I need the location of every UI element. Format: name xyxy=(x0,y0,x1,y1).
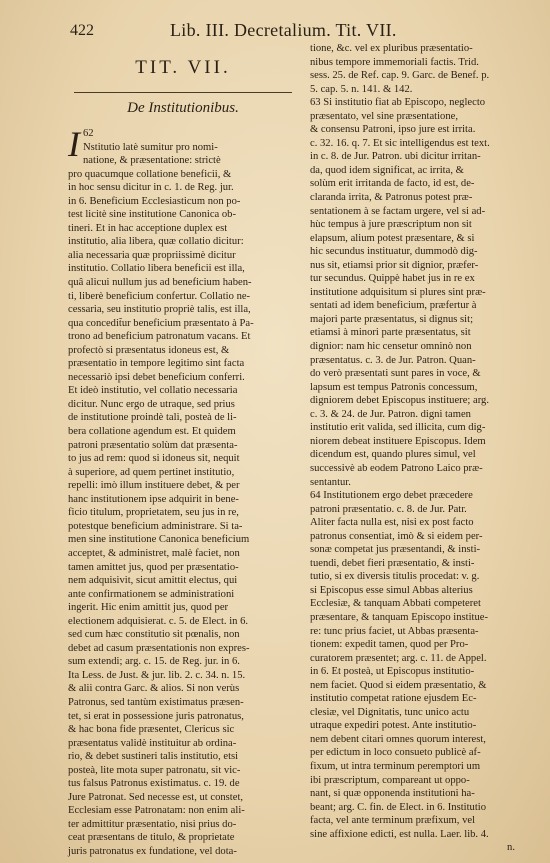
text-line: nus sit, etiamsi prior sit dignior, præfer- xyxy=(310,259,479,271)
text-line: sonæ competat jus præsentandi, & insti- xyxy=(310,544,481,556)
section-heading: De Institutionibus. xyxy=(127,100,239,116)
dropcap-letter: I xyxy=(68,124,80,164)
text-line: do verò præsentati sunt pares in voce, & xyxy=(310,368,481,380)
text-line: patroni præsentatio. c. 8. de Jur. Patr. xyxy=(310,503,467,515)
text-line: sess. 25. de Ref. cap. 9. Garc. de Benef. p. xyxy=(310,70,490,82)
left-text-block xyxy=(68,124,298,859)
text-line: & hac bona fide præsentet, Clericus sic xyxy=(68,724,235,736)
text-line: profectò si præsentatus idoneus est, & xyxy=(68,344,230,356)
section-number: 62 xyxy=(83,128,94,139)
text-line: Patronus, sed tantùm existimatus præsen- xyxy=(68,696,244,708)
text-line: tuendi, debet fieri præsentatio, & insti- xyxy=(310,557,475,569)
text-line: præsentatus. c. 3. de Jur. Patron. Quan- xyxy=(310,354,476,366)
text-line: sentationem à se factam urgere, vel si ad- xyxy=(310,205,486,217)
text-line: c. 3. & 24. de Jur. Patron. digni tamen xyxy=(310,408,471,420)
right-column xyxy=(310,42,515,855)
text-line: præsentatus validè instituitur ab ordina- xyxy=(68,737,237,749)
text-line: dicitur. Nunc ergo de utraque, sed prius xyxy=(68,398,235,410)
text-line: solùm erit irritanda de facto, id est, de- xyxy=(310,178,475,190)
text-line: nem faciet. Quod si eidem præsentatio, & xyxy=(310,679,487,691)
text-line: posteà, lite mota super patronatu, sit vic- xyxy=(68,764,241,776)
text-line: tet, si erat in possessione juris patronatus, xyxy=(68,710,244,722)
text-line: dicendum est, quando plures simul, vel xyxy=(310,449,476,461)
text-line: natione, & præsentatione: strictè xyxy=(83,155,221,167)
catchword: n. xyxy=(507,842,515,854)
text-line: re: tunc prius faciet, ut Abbas præsenta- xyxy=(310,625,479,637)
text-line: ingerit. Hic enim amittit jus, quod per xyxy=(68,602,229,614)
text-line: elapsum, alium potest præsentare, & si xyxy=(310,232,475,244)
text-line: digniorem debet Episcopus instituere; arg. xyxy=(310,395,489,407)
text-line: electionem adquisierat. c. 5. de Elect. in 6. xyxy=(68,615,249,627)
text-line: utraque expediri potest. Ante institutio- xyxy=(310,720,477,732)
left-lines xyxy=(68,141,298,859)
text-line: Nstitutio latè sumitur pro nomi- xyxy=(83,141,218,153)
text-line: niorem debeat instituere Episcopus. Idem xyxy=(310,435,486,447)
text-line: tionem: expedit tamen, quod per Pro- xyxy=(310,639,469,651)
text-line: per edictum in loco consueto publicè af- xyxy=(310,747,481,759)
page-number: 422 xyxy=(70,22,94,39)
text-line: & alii contra Garc. & alios. Si non verùs xyxy=(68,683,240,695)
text-line: 63 Si institutio fiat ab Episcopo, neglecto xyxy=(310,97,486,109)
text-line: Et ideò institutio, vel collatio necessaria xyxy=(68,385,238,397)
text-line: nem adquisivit, sicut amittit electus, qui xyxy=(68,575,238,587)
text-line: in hoc sensu dicitur in c. 1. de Reg. jur. xyxy=(68,182,234,194)
text-line: successivè ab eodem Patrono Laico præ- xyxy=(310,462,483,474)
text-line: lapsum est tempus Patronis concessum, xyxy=(310,381,478,393)
text-line: quâ alicui nullum jus ad beneficium haben- xyxy=(68,277,252,289)
text-line: ceat præsentans de titulo, & proprietate xyxy=(68,832,235,844)
text-line: acceptet, & administret, malè faciet, non xyxy=(68,547,240,559)
text-line: hùc tempus à jure præscriptum non sit xyxy=(310,219,472,231)
text-line: tur secundus. Quippè habet jus in re ex xyxy=(310,273,475,285)
text-line: trono ad beneficium patronatum vacans. Et xyxy=(68,331,251,343)
text-line: tamen amittet jus, quod per præsentatio- xyxy=(68,561,239,573)
text-line: ibi præscriptum, compareant ut oppo- xyxy=(310,774,470,786)
text-line: etiamsi à minori parte præsentatus, sit xyxy=(310,327,471,339)
text-line: in c. 8. de Jur. Patron. ubi dicitur irritan- xyxy=(310,151,481,163)
text-line: institutio erit valida, sed illicita, cum dig- xyxy=(310,422,486,434)
text-line: sine affixione edicti, est nulla. Laer. lib. 4. xyxy=(310,828,489,840)
text-line: patronus consentiat, imò & si eidem per- xyxy=(310,530,483,542)
text-line: sentati ad idem beneficium, præfertur à xyxy=(310,300,477,312)
text-line: nem debent citari omnes quorum interest, xyxy=(310,733,486,745)
text-line: claranda irrita, & Patronus potest præ- xyxy=(310,192,473,204)
text-line: fixum, ut intra terminum peremptori um xyxy=(310,760,481,772)
text-line: cessaria, seu institutio propriè talis, est illa, xyxy=(68,304,251,316)
text-line: tus falsus Patronus existimatus. c. 19. de xyxy=(68,778,240,790)
text-line: Aliter facta nulla est, nisi ex post facto xyxy=(310,517,474,529)
right-lines xyxy=(310,42,515,841)
text-line: ti, liberè beneficium confertur. Collatio ne- xyxy=(68,290,251,302)
text-line: hanc institutionem ipse adquirit in bene- xyxy=(68,493,239,505)
text-line: necessariò ipsi debet beneficium conferri. xyxy=(68,371,245,383)
text-line: facta, vel ante terminum præfixum, vel xyxy=(310,815,476,827)
text-line: men sine institutione Canonica beneficium xyxy=(68,534,250,546)
title-rule xyxy=(74,92,292,93)
text-line: sed cum hæc constitutio sit pœnalis, non xyxy=(68,629,240,641)
text-line: repelli: imò illum instituere debet, & per xyxy=(68,480,240,492)
text-line: debet ad casum præsentationis non expres- xyxy=(68,642,250,654)
text-line: patroni præsentatio solùm dat præsenta- xyxy=(68,439,238,451)
text-line: potestque beneficium administrare. Si ta- xyxy=(68,520,243,532)
text-line: test licitè sine institutione Canonica ob- xyxy=(68,209,236,221)
text-line: nant, si quæ opponenda institutioni ha- xyxy=(310,788,475,800)
text-line: præsentato, vel sine præsentatione, xyxy=(310,110,458,122)
text-line: in 6. Et posteà, ut Episcopus institutio- xyxy=(310,666,475,678)
text-line: institutio competat ratione ejusdem Ec- xyxy=(310,693,477,705)
text-line: præsentatio in tempore legitimo sint facta xyxy=(68,358,245,370)
text-line: 64 Institutionem ergo debet præcedere xyxy=(310,490,473,502)
text-line: majori parte præsentatus, si dignus sit; xyxy=(310,313,474,325)
text-line: tineri. Et in hac acceptione duplex est xyxy=(68,222,228,234)
text-line: beant; arg. C. fin. de Elect. in 6. Institutio xyxy=(310,801,487,813)
text-line: Jure Patronat. Sed necesse est, ut constet, xyxy=(68,791,244,803)
text-line: c. 32. 16. q. 7. Et sic intelligendus est text. xyxy=(310,137,490,149)
text-line: institutio, alia libera, quæ collatio dicitur: xyxy=(68,236,244,248)
text-line: ficio titulum, proprietatem, seu jus in re, xyxy=(68,507,239,519)
text-line: in 6. Beneficium Ecclesiasticum non po- xyxy=(68,195,241,207)
left-column xyxy=(68,58,298,859)
text-line: ante confirmationem se administrationi xyxy=(68,588,235,600)
text-line: præsentare, & tanquam Episcopo institue- xyxy=(310,611,488,623)
text-line: si Episcopus esse simul Abbas alterius xyxy=(310,584,473,596)
text-line: Ecclesiam esse Patronatam: non enim ali- xyxy=(68,805,245,817)
text-line: curatorem præsentet; arg. c. 11. de Appel. xyxy=(310,652,487,664)
text-line: hic secundus instituatur, dummodò dig- xyxy=(310,246,478,258)
text-line: de institutione proindè tali, posteà de li- xyxy=(68,412,237,424)
running-head: Lib. III. Decretalium. Tit. VII. xyxy=(170,20,397,40)
text-line: rio, & debet sustineri talis institutio, etsi xyxy=(68,751,239,763)
text-line: 5. cap. 5. n. 141. & 142. xyxy=(310,83,413,95)
text-line: qua concedit̃ur beneficium præsentato à Pa- xyxy=(68,317,254,329)
text-line: Ecclesiæ, & tanquam Abbati competeret xyxy=(310,598,481,610)
text-line: clesiæ, vel Dignitatis, tunc unico actu xyxy=(310,706,470,718)
title-heading: TIT. VII. xyxy=(135,57,231,78)
text-line: to jus ad rem: quod si idoneus sit, nequit xyxy=(68,453,240,465)
text-line: à superiore, ad quem pertinet institutio, xyxy=(68,466,235,478)
text-line: Ita Less. de Just. & jur. lib. 2. c. 34. n. 15. xyxy=(68,669,246,681)
text-line: pro quacumque collatione beneficii, & xyxy=(68,168,232,180)
text-line: juris patronatus ex fundatione, vel dota- xyxy=(68,845,237,857)
text-line: institutio. Collatio libera beneficii est illa, xyxy=(68,263,245,275)
text-line: tione, &c. vel ex pluribus præsentatio- xyxy=(310,43,473,54)
text-line: dignior: nam hic censetur omninò non xyxy=(310,341,472,353)
text-line: sum extendi; arg. c. 15. de Reg. jur. in 6. xyxy=(68,656,240,668)
text-line: ter admittitur præsentatio, nisi prius do- xyxy=(68,818,237,830)
text-line: nibus tempore immemoriali factis. Trid. xyxy=(310,56,479,68)
text-line: da, quod idem significat, ac irrita, & xyxy=(310,164,464,176)
text-line: & consensu Patroni, ipso jure est irrita. xyxy=(310,124,476,136)
text-line: tutio, si ex diversis titulis procedat: v. g. xyxy=(310,571,480,583)
text-line: alia necessaria quæ propriissimè dicitur xyxy=(68,249,236,261)
text-line: sentantur. xyxy=(310,476,351,488)
text-line: institutione adquisitum si plures sint præ- xyxy=(310,286,486,298)
text-line: bera collatione agendum est. Et quidem xyxy=(68,426,236,438)
